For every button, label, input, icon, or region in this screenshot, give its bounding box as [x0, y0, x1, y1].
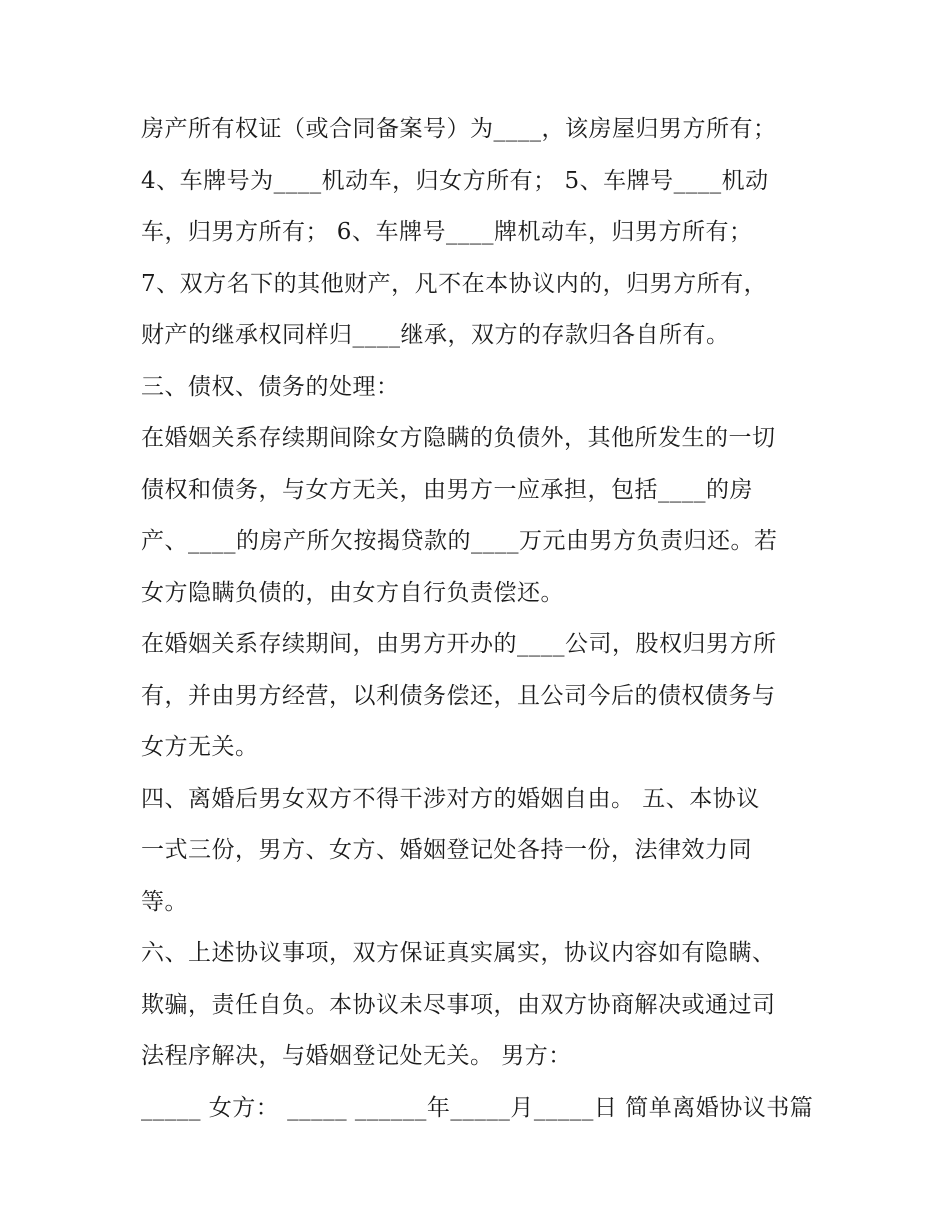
text-line: 一式三份，男方、女方、婚姻登记处各持一份，法律效力同	[141, 837, 752, 863]
text-line: 有，并由男方经营，以利债务偿还，且公司今后的债权债务与	[141, 682, 776, 709]
signature-line: _____ 女方： _____ ______年_____月_____日 简单离婚协议书篇	[141, 1094, 814, 1121]
text-line: 法程序解决，与婚姻登记处无关。 男方：	[141, 1043, 572, 1069]
document-page	[141, 104, 821, 1134]
section-heading: 三、债权、债务的处理：	[141, 373, 400, 400]
text-line: 车，归男方所有； 6、车牌号____牌机动车，归男方所有；	[141, 219, 753, 245]
text-line: 女方隐瞒负债的，由女方自行负责偿还。	[141, 579, 564, 606]
text-line: 六、上述协议事项，双方保证真实属实，协议内容如有隐瞒、	[141, 940, 776, 966]
text-line: 产、____的房产所欠按揭贷款的____万元由男方负责归还。若	[141, 528, 778, 554]
text-line: 7、双方名下的其他财产，凡不在本协议内的，归男方所有，	[141, 270, 768, 297]
text-line: 房产所有权证（或合同备案号）为____，该房屋归男方所有；	[141, 116, 777, 142]
text-line: 在婚姻关系存续期间除女方隐瞒的负债外，其他所发生的一切	[141, 425, 776, 451]
text-line: 欺骗，责任自负。本协议未尽事项，由双方协商解决或通过司	[141, 991, 776, 1018]
text-line: 财产的继承权同样归____继承，双方的存款归各自所有。	[141, 322, 730, 348]
text-line: 等。	[141, 888, 188, 915]
text-line: 在婚姻关系存续期间，由男方开办的____公司，股权归男方所	[141, 631, 777, 657]
text-line: 4、车牌号为____机动车，归女方所有； 5、车牌号____机动	[141, 167, 769, 194]
text-line: 四、离婚后男女双方不得干涉对方的婚姻自由。 五、本协议	[141, 785, 760, 812]
text-line: 债权和债务，与女方无关，由男方一应承担，包括____的房	[141, 476, 753, 503]
text-line: 女方无关。	[141, 734, 259, 760]
